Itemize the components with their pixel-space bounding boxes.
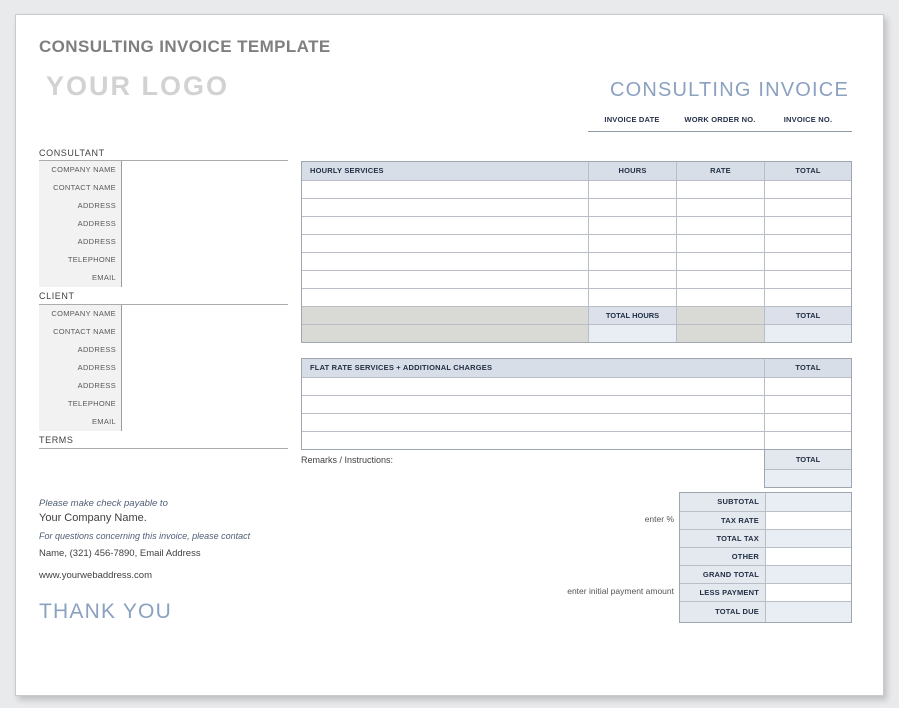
flat-rate-total-cell[interactable] <box>764 378 851 395</box>
flat-rate-service-cell[interactable] <box>302 414 764 431</box>
consultant-field-values[interactable] <box>123 161 288 287</box>
hourly-total-value[interactable] <box>764 325 851 342</box>
work-order-no-field[interactable] <box>676 132 764 152</box>
hours-cell[interactable] <box>588 289 676 306</box>
hourly-table-row <box>302 252 851 270</box>
hourly-service-cell[interactable] <box>302 253 588 270</box>
hourly-total-header-row <box>302 306 851 324</box>
payable-intro: Please make check payable to <box>39 498 168 509</box>
summary-value-tax-rate[interactable] <box>765 512 851 529</box>
total-cell[interactable] <box>764 235 851 252</box>
client-field-label: COMPANY NAME <box>51 309 116 318</box>
client-field-label: ADDRESS <box>77 381 116 390</box>
flat-rate-table-row <box>302 377 851 395</box>
terms-input-area[interactable] <box>39 449 288 479</box>
hourly-total-label: TOTAL <box>764 307 851 324</box>
consultant-field-labels <box>39 161 122 287</box>
rate-cell[interactable] <box>676 235 764 252</box>
hours-cell[interactable] <box>588 253 676 270</box>
rate-cell[interactable] <box>676 199 764 216</box>
total-row-rate-spacer <box>676 307 764 324</box>
summary-label-grand-total: GRAND TOTAL <box>680 566 765 583</box>
total-cell[interactable] <box>764 289 851 306</box>
hourly-services-header: HOURLY SERVICES <box>302 162 588 180</box>
total-cell[interactable] <box>764 253 851 270</box>
summary-row <box>680 583 851 601</box>
summary-row <box>680 601 851 622</box>
total-hours-value[interactable] <box>588 325 676 342</box>
summary-label-other: OTHER <box>680 548 765 565</box>
invoice-date-field[interactable] <box>588 132 676 152</box>
consultant-field-label: TELEPHONE <box>67 255 116 264</box>
hourly-service-cell[interactable] <box>302 181 588 198</box>
summary-row <box>680 547 851 565</box>
summary-value-less-payment[interactable] <box>765 584 851 601</box>
consultant-field-label: ADDRESS <box>77 201 116 210</box>
website-link[interactable]: www.yourwebaddress.com <box>39 570 152 581</box>
summary-block <box>679 492 852 623</box>
hourly-service-cell[interactable] <box>302 235 588 252</box>
remarks-label: Remarks / Instructions: <box>301 455 394 465</box>
invoice-date-label: INVOICE DATE <box>604 115 660 124</box>
hourly-table-header-row <box>302 162 851 180</box>
hourly-total-value-row <box>302 324 851 342</box>
flat-rate-total-cell[interactable] <box>764 432 851 449</box>
consultant-field-label: ADDRESS <box>77 219 116 228</box>
terms-section-title: TERMS <box>39 435 74 445</box>
consultant-field-label: EMAIL <box>91 273 116 282</box>
summary-value-other[interactable] <box>765 548 851 565</box>
invoice-meta-header <box>588 115 852 124</box>
summary-label-total-due: TOTAL DUE <box>680 602 765 622</box>
total-value-row-spacer <box>302 325 588 342</box>
flat-rate-table <box>301 358 852 450</box>
hourly-table-row <box>302 216 851 234</box>
flat-rate-total-header: TOTAL <box>764 359 851 377</box>
flat-rate-header-row <box>302 359 851 377</box>
questions-line: For questions concerning this invoice, please contact <box>39 531 251 541</box>
total-hours-label: TOTAL HOURS <box>588 307 676 324</box>
tax-rate-hint: enter % <box>644 514 674 524</box>
consultant-field-label: ADDRESS <box>77 237 116 246</box>
flat-rate-service-cell[interactable] <box>302 432 764 449</box>
consultant-field-label: CONTACT NAME <box>53 183 116 192</box>
invoice-no-field[interactable] <box>764 132 852 152</box>
flat-rate-service-cell[interactable] <box>302 396 764 413</box>
consultant-field-label: COMPANY NAME <box>51 165 116 174</box>
summary-row <box>680 565 851 583</box>
hourly-services-table <box>301 161 852 343</box>
page-title: CONSULTING INVOICE TEMPLATE <box>39 37 331 56</box>
flat-rate-block-total-label: TOTAL <box>765 450 851 469</box>
rate-cell[interactable] <box>676 289 764 306</box>
company-name: Your Company Name. <box>39 512 147 524</box>
rate-header: RATE <box>676 162 764 180</box>
client-field-values[interactable] <box>123 305 288 431</box>
hours-cell[interactable] <box>588 181 676 198</box>
rate-cell[interactable] <box>676 217 764 234</box>
consultant-section-title: CONSULTANT <box>39 148 105 158</box>
hourly-table-row <box>302 180 851 198</box>
invoice-no-label: INVOICE NO. <box>783 115 833 124</box>
hourly-table-row <box>302 270 851 288</box>
rate-cell[interactable] <box>676 253 764 270</box>
client-field-label: EMAIL <box>91 417 116 426</box>
total-cell[interactable] <box>764 271 851 288</box>
logo-placeholder[interactable]: YOUR LOGO <box>46 71 230 101</box>
flat-rate-service-cell[interactable] <box>302 378 764 395</box>
hours-cell[interactable] <box>588 217 676 234</box>
total-row-spacer <box>302 307 588 324</box>
thank-you-text: THANK YOU <box>39 600 172 623</box>
summary-label-total-tax: TOTAL TAX <box>680 530 765 547</box>
summary-value-total-tax[interactable] <box>765 530 851 547</box>
flat-rate-total-cell[interactable] <box>764 396 851 413</box>
client-field-label: ADDRESS <box>77 363 116 372</box>
total-header: TOTAL <box>764 162 851 180</box>
invoice-meta-values <box>588 132 852 152</box>
hourly-service-cell[interactable] <box>302 217 588 234</box>
hourly-table-row <box>302 198 851 216</box>
summary-value-subtotal[interactable] <box>765 493 851 511</box>
hourly-service-cell[interactable] <box>302 289 588 306</box>
total-cell[interactable] <box>764 217 851 234</box>
flat-rate-table-row <box>302 395 851 413</box>
client-field-label: CONTACT NAME <box>53 327 116 336</box>
less-payment-hint: enter initial payment amount <box>567 586 674 596</box>
flat-rate-total-cell[interactable] <box>764 414 851 431</box>
hours-cell[interactable] <box>588 199 676 216</box>
summary-row <box>680 493 851 511</box>
flat-rate-table-row <box>302 431 851 449</box>
invoice-page <box>15 14 884 696</box>
summary-value-grand-total[interactable] <box>765 566 851 583</box>
contact-line: Name, (321) 456-7890, Email Address <box>39 548 201 559</box>
summary-label-tax-rate: TAX RATE <box>680 512 765 529</box>
client-section-title: CLIENT <box>39 291 75 301</box>
summary-value-total-due[interactable] <box>765 602 851 622</box>
client-field-labels <box>39 305 122 431</box>
hours-cell[interactable] <box>588 271 676 288</box>
invoice-heading: CONSULTING INVOICE <box>609 79 849 101</box>
summary-label-less-payment: LESS PAYMENT <box>680 584 765 601</box>
hourly-table-row <box>302 288 851 306</box>
summary-row <box>680 511 851 529</box>
work-order-no-label: WORK ORDER NO. <box>684 115 756 124</box>
flat-rate-total-block <box>764 449 852 488</box>
flat-rate-block-total-value[interactable] <box>765 469 851 487</box>
hours-cell[interactable] <box>588 235 676 252</box>
hourly-service-cell[interactable] <box>302 271 588 288</box>
hourly-table-row <box>302 234 851 252</box>
flat-rate-services-header: FLAT RATE SERVICES + ADDITIONAL CHARGES <box>302 359 764 377</box>
total-value-rate-spacer <box>676 325 764 342</box>
hourly-service-cell[interactable] <box>302 199 588 216</box>
summary-row <box>680 529 851 547</box>
rate-cell[interactable] <box>676 181 764 198</box>
rate-cell[interactable] <box>676 271 764 288</box>
client-field-label: ADDRESS <box>77 345 116 354</box>
flat-rate-table-row <box>302 413 851 431</box>
client-field-label: TELEPHONE <box>67 399 116 408</box>
total-cell[interactable] <box>764 199 851 216</box>
summary-label-subtotal: SUBTOTAL <box>680 493 765 511</box>
total-cell[interactable] <box>764 181 851 198</box>
hours-header: HOURS <box>588 162 676 180</box>
